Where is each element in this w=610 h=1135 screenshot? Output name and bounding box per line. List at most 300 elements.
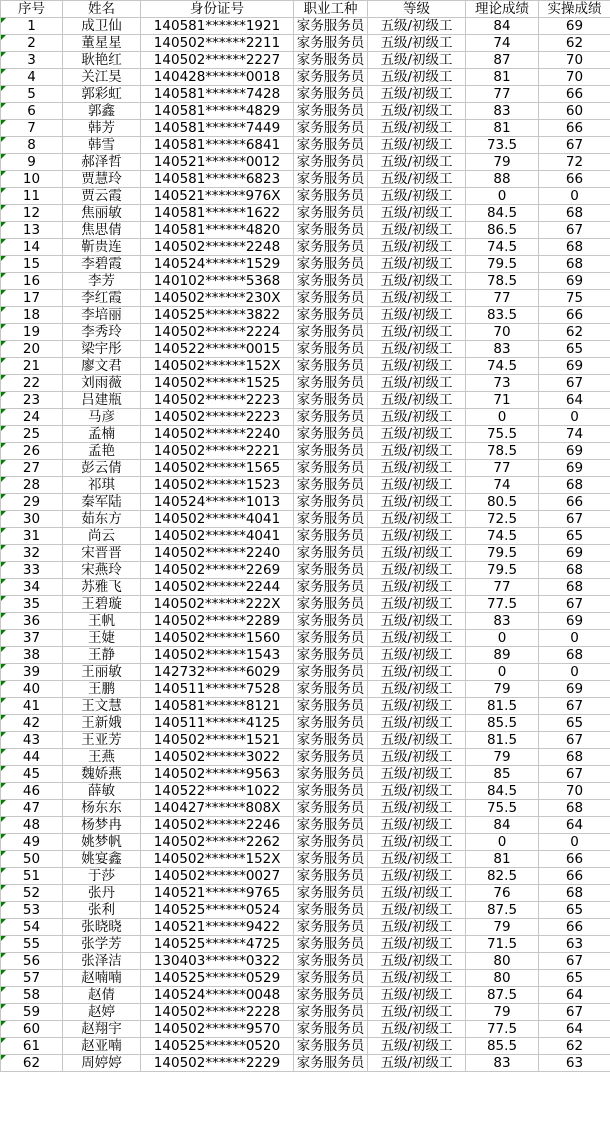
cell-theory[interactable] [466,800,539,817]
cell-id[interactable] [141,851,294,868]
cell-theory[interactable] [466,936,539,953]
cell-no[interactable] [1,970,63,987]
cell-name[interactable] [63,953,141,970]
cell-practical[interactable] [539,783,610,800]
cell-id[interactable] [141,664,294,681]
cell-no[interactable] [1,290,63,307]
cell-occupation[interactable] [294,426,368,443]
cell-practical[interactable] [539,970,610,987]
cell-name[interactable] [63,222,141,239]
cell-theory[interactable] [466,885,539,902]
cell-level[interactable] [368,409,466,426]
cell-no[interactable] [1,1055,63,1072]
cell-theory[interactable] [466,970,539,987]
cell-practical[interactable] [539,834,610,851]
cell-id[interactable] [141,460,294,477]
cell-practical[interactable] [539,69,610,86]
cell-id[interactable] [141,477,294,494]
cell-no[interactable] [1,171,63,188]
cell-no[interactable] [1,460,63,477]
cell-name[interactable] [63,256,141,273]
cell-occupation[interactable] [294,664,368,681]
cell-id[interactable] [141,171,294,188]
cell-name[interactable] [63,681,141,698]
cell-id[interactable] [141,749,294,766]
cell-name[interactable] [63,511,141,528]
cell-occupation[interactable] [294,171,368,188]
cell-occupation[interactable] [294,154,368,171]
cell-theory[interactable] [466,205,539,222]
cell-id[interactable] [141,375,294,392]
cell-occupation[interactable] [294,188,368,205]
cell-level[interactable] [368,290,466,307]
cell-no[interactable] [1,885,63,902]
cell-practical[interactable] [539,35,610,52]
cell-theory[interactable] [466,783,539,800]
cell-no[interactable] [1,18,63,35]
cell-practical[interactable] [539,494,610,511]
cell-level[interactable] [368,613,466,630]
cell-id[interactable] [141,545,294,562]
cell-level[interactable] [368,239,466,256]
cell-practical[interactable] [539,885,610,902]
cell-theory[interactable] [466,222,539,239]
cell-name[interactable] [63,970,141,987]
cell-level[interactable] [368,902,466,919]
cell-practical[interactable] [539,137,610,154]
cell-id[interactable] [141,698,294,715]
cell-practical[interactable] [539,409,610,426]
cell-practical[interactable] [539,1021,610,1038]
cell-no[interactable] [1,528,63,545]
cell-level[interactable] [368,443,466,460]
cell-no[interactable] [1,1038,63,1055]
cell-practical[interactable] [539,222,610,239]
cell-theory[interactable] [466,52,539,69]
cell-level[interactable] [368,171,466,188]
cell-id[interactable] [141,120,294,137]
cell-no[interactable] [1,239,63,256]
cell-name[interactable] [63,358,141,375]
cell-occupation[interactable] [294,630,368,647]
cell-no[interactable] [1,664,63,681]
cell-name[interactable] [63,545,141,562]
cell-id[interactable] [141,630,294,647]
cell-level[interactable] [368,392,466,409]
cell-theory[interactable] [466,375,539,392]
cell-no[interactable] [1,579,63,596]
cell-level[interactable] [368,630,466,647]
cell-name[interactable] [63,902,141,919]
cell-id[interactable] [141,188,294,205]
cell-occupation[interactable] [294,460,368,477]
cell-practical[interactable] [539,528,610,545]
cell-id[interactable] [141,426,294,443]
cell-occupation[interactable] [294,1021,368,1038]
cell-occupation[interactable] [294,239,368,256]
cell-no[interactable] [1,188,63,205]
cell-theory[interactable] [466,341,539,358]
cell-no[interactable] [1,715,63,732]
cell-no[interactable] [1,698,63,715]
cell-no[interactable] [1,834,63,851]
cell-name[interactable] [63,562,141,579]
cell-id[interactable] [141,613,294,630]
cell-occupation[interactable] [294,783,368,800]
cell-practical[interactable] [539,1004,610,1021]
cell-occupation[interactable] [294,137,368,154]
cell-practical[interactable] [539,613,610,630]
cell-no[interactable] [1,69,63,86]
cell-occupation[interactable] [294,562,368,579]
cell-occupation[interactable] [294,715,368,732]
cell-name[interactable] [63,392,141,409]
cell-level[interactable] [368,341,466,358]
cell-theory[interactable] [466,154,539,171]
cell-level[interactable] [368,528,466,545]
cell-name[interactable] [63,477,141,494]
cell-occupation[interactable] [294,86,368,103]
cell-id[interactable] [141,868,294,885]
cell-occupation[interactable] [294,800,368,817]
cell-theory[interactable] [466,715,539,732]
cell-theory[interactable] [466,732,539,749]
cell-level[interactable] [368,885,466,902]
cell-occupation[interactable] [294,817,368,834]
cell-level[interactable] [368,1055,466,1072]
cell-level[interactable] [368,681,466,698]
cell-name[interactable] [63,732,141,749]
cell-no[interactable] [1,120,63,137]
cell-no[interactable] [1,953,63,970]
cell-name[interactable] [63,868,141,885]
cell-no[interactable] [1,613,63,630]
cell-theory[interactable] [466,35,539,52]
cell-theory[interactable] [466,494,539,511]
cell-theory[interactable] [466,1004,539,1021]
cell-level[interactable] [368,222,466,239]
cell-id[interactable] [141,936,294,953]
cell-level[interactable] [368,358,466,375]
cell-name[interactable] [63,426,141,443]
cell-no[interactable] [1,426,63,443]
cell-level[interactable] [368,987,466,1004]
column-header-practical[interactable] [539,1,610,18]
cell-theory[interactable] [466,545,539,562]
cell-level[interactable] [368,256,466,273]
cell-id[interactable] [141,154,294,171]
cell-occupation[interactable] [294,596,368,613]
cell-level[interactable] [368,188,466,205]
cell-level[interactable] [368,919,466,936]
cell-theory[interactable] [466,613,539,630]
cell-name[interactable] [63,18,141,35]
cell-theory[interactable] [466,596,539,613]
cell-theory[interactable] [466,817,539,834]
cell-level[interactable] [368,596,466,613]
cell-practical[interactable] [539,766,610,783]
cell-occupation[interactable] [294,698,368,715]
cell-level[interactable] [368,137,466,154]
cell-id[interactable] [141,783,294,800]
column-header-level[interactable] [368,1,466,18]
cell-name[interactable] [63,154,141,171]
cell-name[interactable] [63,324,141,341]
cell-name[interactable] [63,171,141,188]
cell-level[interactable] [368,307,466,324]
cell-no[interactable] [1,341,63,358]
cell-name[interactable] [63,409,141,426]
cell-no[interactable] [1,375,63,392]
cell-theory[interactable] [466,664,539,681]
cell-id[interactable] [141,681,294,698]
cell-name[interactable] [63,460,141,477]
cell-practical[interactable] [539,324,610,341]
cell-practical[interactable] [539,188,610,205]
cell-occupation[interactable] [294,681,368,698]
cell-no[interactable] [1,562,63,579]
cell-name[interactable] [63,239,141,256]
cell-theory[interactable] [466,409,539,426]
cell-theory[interactable] [466,1038,539,1055]
cell-id[interactable] [141,222,294,239]
cell-name[interactable] [63,1038,141,1055]
cell-level[interactable] [368,545,466,562]
cell-level[interactable] [368,936,466,953]
cell-name[interactable] [63,613,141,630]
cell-level[interactable] [368,511,466,528]
cell-occupation[interactable] [294,885,368,902]
cell-theory[interactable] [466,171,539,188]
cell-occupation[interactable] [294,409,368,426]
cell-level[interactable] [368,817,466,834]
cell-level[interactable] [368,69,466,86]
cell-no[interactable] [1,749,63,766]
cell-id[interactable] [141,103,294,120]
cell-name[interactable] [63,698,141,715]
cell-name[interactable] [63,205,141,222]
cell-theory[interactable] [466,69,539,86]
cell-practical[interactable] [539,341,610,358]
cell-name[interactable] [63,664,141,681]
cell-theory[interactable] [466,681,539,698]
cell-name[interactable] [63,715,141,732]
cell-occupation[interactable] [294,358,368,375]
cell-no[interactable] [1,477,63,494]
cell-level[interactable] [368,732,466,749]
cell-name[interactable] [63,749,141,766]
cell-name[interactable] [63,137,141,154]
cell-theory[interactable] [466,86,539,103]
cell-occupation[interactable] [294,953,368,970]
cell-level[interactable] [368,562,466,579]
cell-no[interactable] [1,358,63,375]
cell-level[interactable] [368,579,466,596]
cell-practical[interactable] [539,392,610,409]
cell-no[interactable] [1,137,63,154]
cell-id[interactable] [141,528,294,545]
cell-name[interactable] [63,647,141,664]
cell-name[interactable] [63,885,141,902]
cell-practical[interactable] [539,596,610,613]
cell-practical[interactable] [539,630,610,647]
cell-name[interactable] [63,800,141,817]
cell-practical[interactable] [539,545,610,562]
cell-name[interactable] [63,103,141,120]
cell-occupation[interactable] [294,1004,368,1021]
cell-id[interactable] [141,562,294,579]
cell-id[interactable] [141,715,294,732]
cell-level[interactable] [368,1021,466,1038]
cell-id[interactable] [141,647,294,664]
cell-no[interactable] [1,868,63,885]
cell-id[interactable] [141,409,294,426]
cell-practical[interactable] [539,154,610,171]
cell-practical[interactable] [539,698,610,715]
cell-occupation[interactable] [294,35,368,52]
cell-id[interactable] [141,52,294,69]
cell-name[interactable] [63,120,141,137]
cell-occupation[interactable] [294,1038,368,1055]
cell-theory[interactable] [466,307,539,324]
cell-name[interactable] [63,1021,141,1038]
cell-practical[interactable] [539,307,610,324]
cell-id[interactable] [141,970,294,987]
cell-theory[interactable] [466,273,539,290]
cell-occupation[interactable] [294,834,368,851]
cell-theory[interactable] [466,630,539,647]
cell-no[interactable] [1,86,63,103]
cell-id[interactable] [141,919,294,936]
cell-name[interactable] [63,851,141,868]
cell-name[interactable] [63,1055,141,1072]
cell-no[interactable] [1,256,63,273]
cell-no[interactable] [1,800,63,817]
cell-level[interactable] [368,426,466,443]
cell-id[interactable] [141,834,294,851]
cell-theory[interactable] [466,1021,539,1038]
cell-no[interactable] [1,511,63,528]
cell-theory[interactable] [466,851,539,868]
cell-name[interactable] [63,987,141,1004]
cell-level[interactable] [368,86,466,103]
cell-level[interactable] [368,477,466,494]
cell-no[interactable] [1,766,63,783]
cell-occupation[interactable] [294,936,368,953]
cell-occupation[interactable] [294,1055,368,1072]
cell-no[interactable] [1,222,63,239]
cell-no[interactable] [1,630,63,647]
cell-name[interactable] [63,307,141,324]
cell-occupation[interactable] [294,970,368,987]
cell-practical[interactable] [539,851,610,868]
cell-occupation[interactable] [294,579,368,596]
cell-id[interactable] [141,817,294,834]
cell-id[interactable] [141,18,294,35]
cell-occupation[interactable] [294,222,368,239]
cell-level[interactable] [368,749,466,766]
cell-id[interactable] [141,273,294,290]
cell-practical[interactable] [539,120,610,137]
cell-id[interactable] [141,1004,294,1021]
cell-level[interactable] [368,35,466,52]
cell-practical[interactable] [539,732,610,749]
cell-occupation[interactable] [294,902,368,919]
cell-occupation[interactable] [294,120,368,137]
cell-theory[interactable] [466,528,539,545]
cell-theory[interactable] [466,120,539,137]
cell-name[interactable] [63,273,141,290]
cell-id[interactable] [141,1055,294,1072]
cell-occupation[interactable] [294,103,368,120]
cell-level[interactable] [368,1038,466,1055]
cell-no[interactable] [1,35,63,52]
cell-practical[interactable] [539,86,610,103]
cell-theory[interactable] [466,987,539,1004]
cell-theory[interactable] [466,460,539,477]
cell-id[interactable] [141,953,294,970]
cell-level[interactable] [368,953,466,970]
cell-id[interactable] [141,324,294,341]
cell-occupation[interactable] [294,987,368,1004]
cell-occupation[interactable] [294,647,368,664]
cell-occupation[interactable] [294,375,368,392]
cell-practical[interactable] [539,477,610,494]
cell-no[interactable] [1,443,63,460]
cell-no[interactable] [1,545,63,562]
cell-practical[interactable] [539,273,610,290]
cell-practical[interactable] [539,290,610,307]
cell-id[interactable] [141,69,294,86]
cell-practical[interactable] [539,460,610,477]
cell-name[interactable] [63,443,141,460]
cell-no[interactable] [1,647,63,664]
cell-occupation[interactable] [294,324,368,341]
cell-theory[interactable] [466,426,539,443]
cell-occupation[interactable] [294,69,368,86]
cell-no[interactable] [1,1004,63,1021]
cell-practical[interactable] [539,919,610,936]
cell-id[interactable] [141,443,294,460]
cell-id[interactable] [141,579,294,596]
cell-id[interactable] [141,290,294,307]
cell-no[interactable] [1,681,63,698]
cell-no[interactable] [1,1021,63,1038]
cell-no[interactable] [1,817,63,834]
cell-practical[interactable] [539,715,610,732]
cell-theory[interactable] [466,579,539,596]
cell-id[interactable] [141,596,294,613]
cell-name[interactable] [63,834,141,851]
cell-practical[interactable] [539,953,610,970]
column-header-id[interactable] [141,1,294,18]
cell-theory[interactable] [466,392,539,409]
cell-practical[interactable] [539,562,610,579]
cell-theory[interactable] [466,749,539,766]
cell-theory[interactable] [466,443,539,460]
cell-id[interactable] [141,392,294,409]
cell-id[interactable] [141,35,294,52]
cell-level[interactable] [368,834,466,851]
cell-id[interactable] [141,800,294,817]
cell-practical[interactable] [539,426,610,443]
cell-occupation[interactable] [294,494,368,511]
cell-name[interactable] [63,596,141,613]
cell-level[interactable] [368,851,466,868]
cell-no[interactable] [1,273,63,290]
cell-occupation[interactable] [294,851,368,868]
cell-id[interactable] [141,137,294,154]
